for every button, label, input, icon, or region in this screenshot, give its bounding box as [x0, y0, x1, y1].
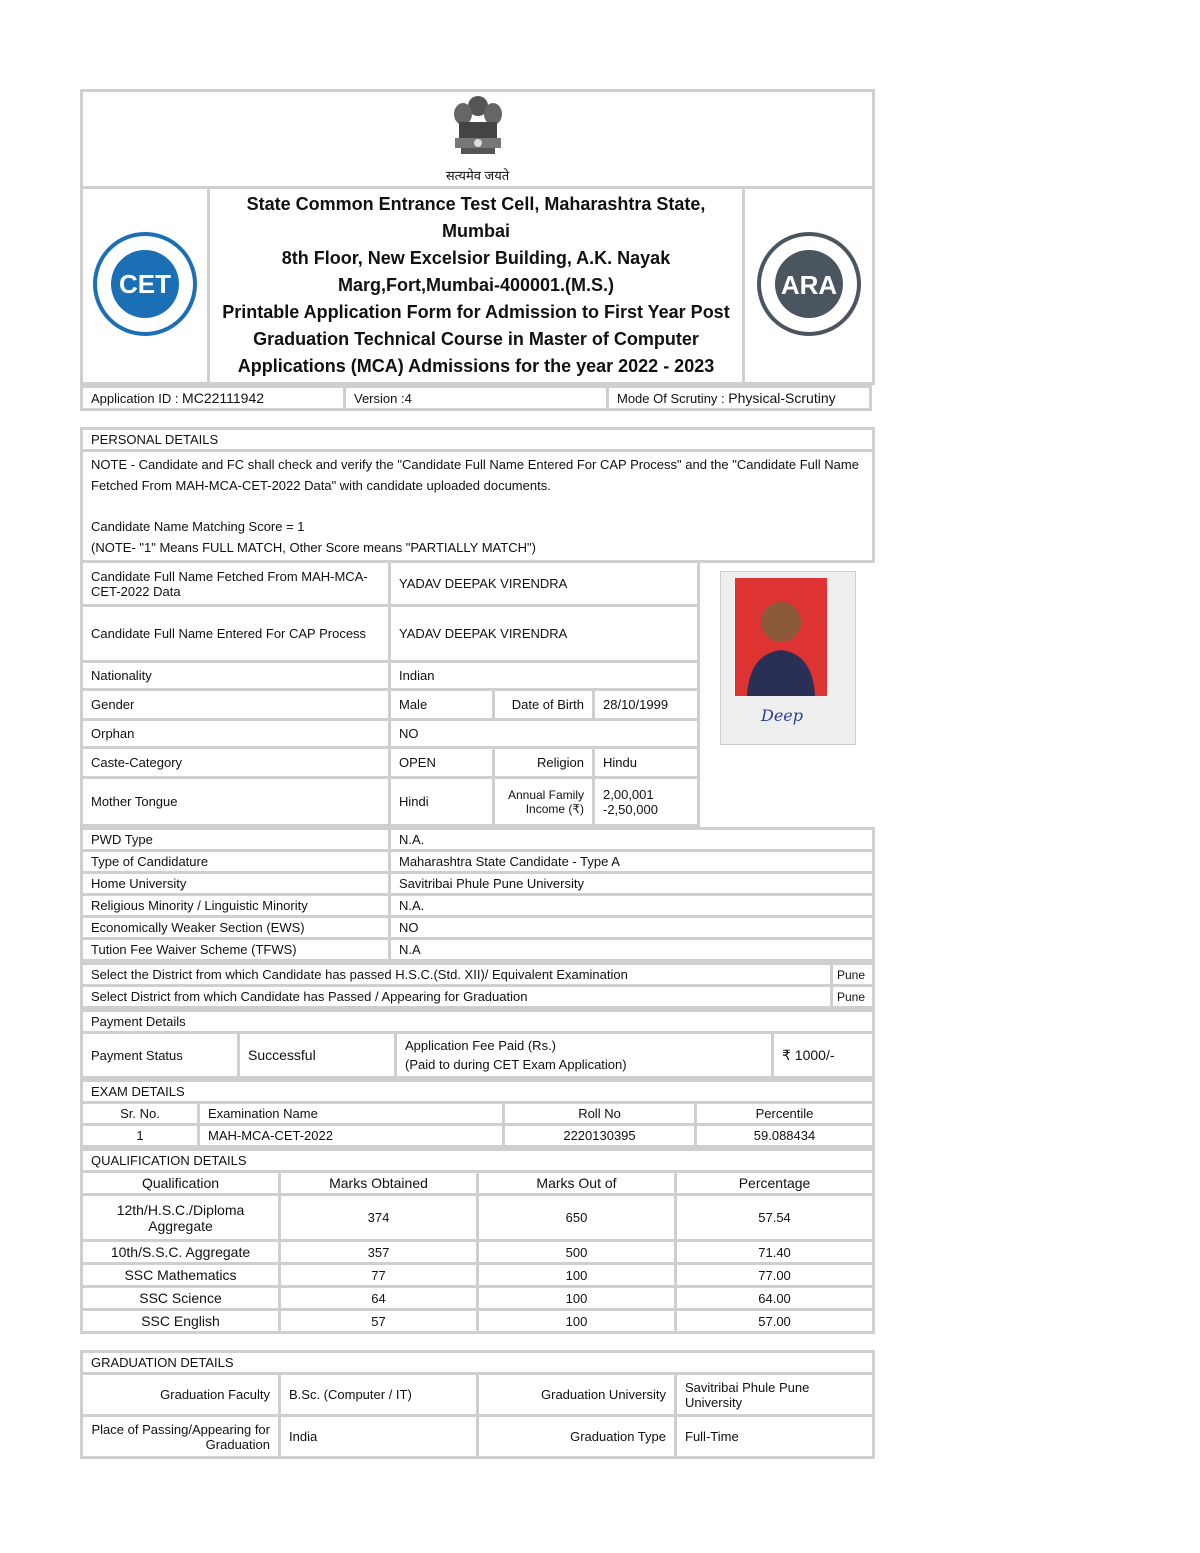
income-label: Annual Family Income (₹): [494, 778, 594, 826]
caste-value: OPEN: [390, 748, 494, 778]
qual-obtained: 57: [280, 1310, 478, 1333]
application-form: [80, 89, 872, 1459]
home-university-label: Home University: [82, 873, 390, 895]
ara-logo: [757, 232, 861, 336]
qual-name: SSC Science: [82, 1287, 280, 1310]
title-line-2: 8th Floor, New Excelsior Building, A.K. Nayak Marg,Fort,Mumbai-400001.(M.S.): [281, 248, 671, 295]
qual-outof: 100: [478, 1264, 676, 1287]
fee-label: Application Fee Paid (Rs.) (Paid to during CET Exam Application): [396, 1033, 773, 1078]
gender-value: Male: [390, 690, 494, 720]
caste-label: Caste-Category: [82, 748, 390, 778]
title-line-1: State Common Entrance Test Cell, Maharashtra State, Mumbai: [246, 194, 706, 241]
candidature-label: Type of Candidature: [82, 851, 390, 873]
mode-of-scrutiny: Mode Of Scrutiny : Physical-Scrutiny: [608, 387, 871, 410]
ews-label: Economically Weaker Section (EWS): [82, 917, 390, 939]
qual-header-qualification: Qualification: [82, 1172, 280, 1195]
grad-faculty-value: B.Sc. (Computer / IT): [280, 1374, 478, 1416]
candidate-photo: [720, 571, 856, 745]
table-row: [82, 1125, 874, 1147]
exam-section-title: EXAM DETAILS: [82, 1081, 874, 1103]
emblem-cell: [82, 91, 874, 188]
qual-obtained: 357: [280, 1241, 478, 1264]
personal-details: [80, 427, 875, 827]
table-row: [82, 1264, 874, 1287]
grad-university-value: Savitribai Phule Pune University: [676, 1374, 874, 1416]
nationality-label: Nationality: [82, 662, 390, 690]
gender-label: Gender: [82, 690, 390, 720]
qual-obtained: 64: [280, 1287, 478, 1310]
grad-place-label: Place of Passing/Appearing for Graduation: [82, 1416, 280, 1458]
emblem-motto: सत्यमेव जयते: [445, 168, 510, 183]
name-entered-value: YADAV DEEPAK VIRENDRA: [390, 606, 699, 662]
cet-logo: [93, 232, 197, 336]
grad-district-value: Pune: [832, 986, 874, 1008]
payment-status-label: Payment Status: [82, 1033, 239, 1078]
photo-cell: [699, 562, 874, 778]
ara-logo-mark: ARA: [780, 270, 837, 300]
title-line-3: Printable Application Form for Admission to First Year Post Graduation Technical Course in Master of Computer Applications (MCA) Admissions for the year 2022 - 2023: [222, 302, 730, 376]
qual-percentage: 57.54: [676, 1195, 874, 1241]
mother-tongue-label: Mother Tongue: [82, 778, 390, 826]
form-title: [209, 188, 744, 384]
cet-logo-mark: CET: [119, 269, 171, 299]
qualification-details: [80, 1148, 875, 1334]
name-fetched-value: YADAV DEEPAK VIRENDRA: [390, 562, 699, 606]
grad-type-value: Full-Time: [676, 1416, 874, 1458]
application-id: Application ID : MC22111942: [82, 387, 345, 410]
name-fetched-label: Candidate Full Name Fetched From MAH-MCA-CET-2022 Data: [82, 562, 390, 606]
qual-name: 12th/H.S.C./Diploma Aggregate: [82, 1195, 280, 1241]
exam-percentile: 59.088434: [696, 1125, 874, 1147]
grad-type-label: Graduation Type: [478, 1416, 676, 1458]
grad-place-value: India: [280, 1416, 478, 1458]
tfws-label: Tution Fee Waiver Scheme (TFWS): [82, 939, 390, 961]
grad-university-label: Graduation University: [478, 1374, 676, 1416]
pwd-value: N.A.: [390, 829, 874, 851]
payment-section-title: Payment Details: [82, 1011, 874, 1033]
version: Version :4: [345, 387, 608, 410]
qual-outof: 500: [478, 1241, 676, 1264]
qual-percentage: 71.40: [676, 1241, 874, 1264]
fee-value: ₹ 1000/-: [773, 1033, 874, 1078]
home-university-value: Savitribai Phule Pune University: [390, 873, 874, 895]
graduation-section-title: GRADUATION DETAILS: [82, 1352, 874, 1374]
table-row: [82, 1241, 874, 1264]
cet-logo-cell: [82, 188, 209, 384]
table-row: [82, 1195, 874, 1241]
payment-status-value: Successful: [239, 1033, 396, 1078]
qual-header-outof: Marks Out of: [478, 1172, 676, 1195]
payment-details: [80, 1009, 875, 1079]
dob-value: 28/10/1999: [594, 690, 699, 720]
minority-label: Religious Minority / Linguistic Minority: [82, 895, 390, 917]
qual-name: SSC English: [82, 1310, 280, 1333]
qual-outof: 650: [478, 1195, 676, 1241]
ews-value: NO: [390, 917, 874, 939]
name-entered-label: Candidate Full Name Entered For CAP Process: [82, 606, 390, 662]
qualification-section-title: QUALIFICATION DETAILS: [82, 1150, 874, 1172]
grad-faculty-label: Graduation Faculty: [82, 1374, 280, 1416]
personal-section-title: PERSONAL DETAILS: [82, 429, 874, 451]
table-row: [82, 1310, 874, 1333]
dob-label: Date of Birth: [494, 690, 594, 720]
qual-percentage: 77.00: [676, 1264, 874, 1287]
religion-value: Hindu: [594, 748, 699, 778]
name-note: NOTE - Candidate and FC shall check and verify the "Candidate Full Name Entered For CAP Process" and the "Candidate Full Name Fetched From MAH-MCA-CET-2022 Data" with candidate uploaded documents. Candidate Name Matching Score = 1 (NOTE- "1" Means FULL MATCH, Other Score means "PARTIALLY MATCH"): [82, 451, 874, 562]
exam-header-roll: Roll No: [504, 1103, 696, 1125]
hsc-district-label: Select the District from which Candidate has passed H.S.C.(Std. XII)/ Equivalent Examination: [82, 964, 832, 986]
mother-tongue-value: Hindi: [390, 778, 494, 826]
hsc-district-value: Pune: [832, 964, 874, 986]
personal-details-more: [80, 827, 875, 962]
exam-roll: 2220130395: [504, 1125, 696, 1147]
grad-district-label: Select District from which Candidate has Passed / Appearing for Graduation: [82, 986, 832, 1008]
minority-value: N.A.: [390, 895, 874, 917]
religion-label: Religion: [494, 748, 594, 778]
qual-header-obtained: Marks Obtained: [280, 1172, 478, 1195]
qual-outof: 100: [478, 1287, 676, 1310]
qual-header-percentage: Percentage: [676, 1172, 874, 1195]
graduation-details: [80, 1350, 875, 1459]
form-header: [80, 89, 875, 385]
qual-percentage: 64.00: [676, 1287, 874, 1310]
exam-header-name: Examination Name: [199, 1103, 504, 1125]
orphan-value: NO: [390, 720, 699, 748]
person-photo-icon: [735, 578, 827, 696]
orphan-label: Orphan: [82, 720, 390, 748]
meta-row: [80, 385, 872, 411]
candidature-value: Maharashtra State Candidate - Type A: [390, 851, 874, 873]
exam-srno: 1: [82, 1125, 199, 1147]
qual-obtained: 77: [280, 1264, 478, 1287]
qual-obtained: 374: [280, 1195, 478, 1241]
income-value: 2,00,001 -2,50,000: [594, 778, 699, 826]
nationality-value: Indian: [390, 662, 699, 690]
table-row: [82, 1287, 874, 1310]
qual-name: 10th/S.S.C. Aggregate: [82, 1241, 280, 1264]
ara-logo-cell: [744, 188, 874, 384]
tfws-value: N.A: [390, 939, 874, 961]
exam-name: MAH-MCA-CET-2022: [199, 1125, 504, 1147]
exam-header-percentile: Percentile: [696, 1103, 874, 1125]
qual-name: SSC Mathematics: [82, 1264, 280, 1287]
qual-percentage: 57.00: [676, 1310, 874, 1333]
district-details: [80, 962, 875, 1009]
national-emblem-icon: [447, 94, 509, 166]
pwd-label: PWD Type: [82, 829, 390, 851]
signature: Deep: [761, 706, 804, 725]
qual-outof: 100: [478, 1310, 676, 1333]
exam-header-srno: Sr. No.: [82, 1103, 199, 1125]
exam-details: [80, 1079, 875, 1148]
